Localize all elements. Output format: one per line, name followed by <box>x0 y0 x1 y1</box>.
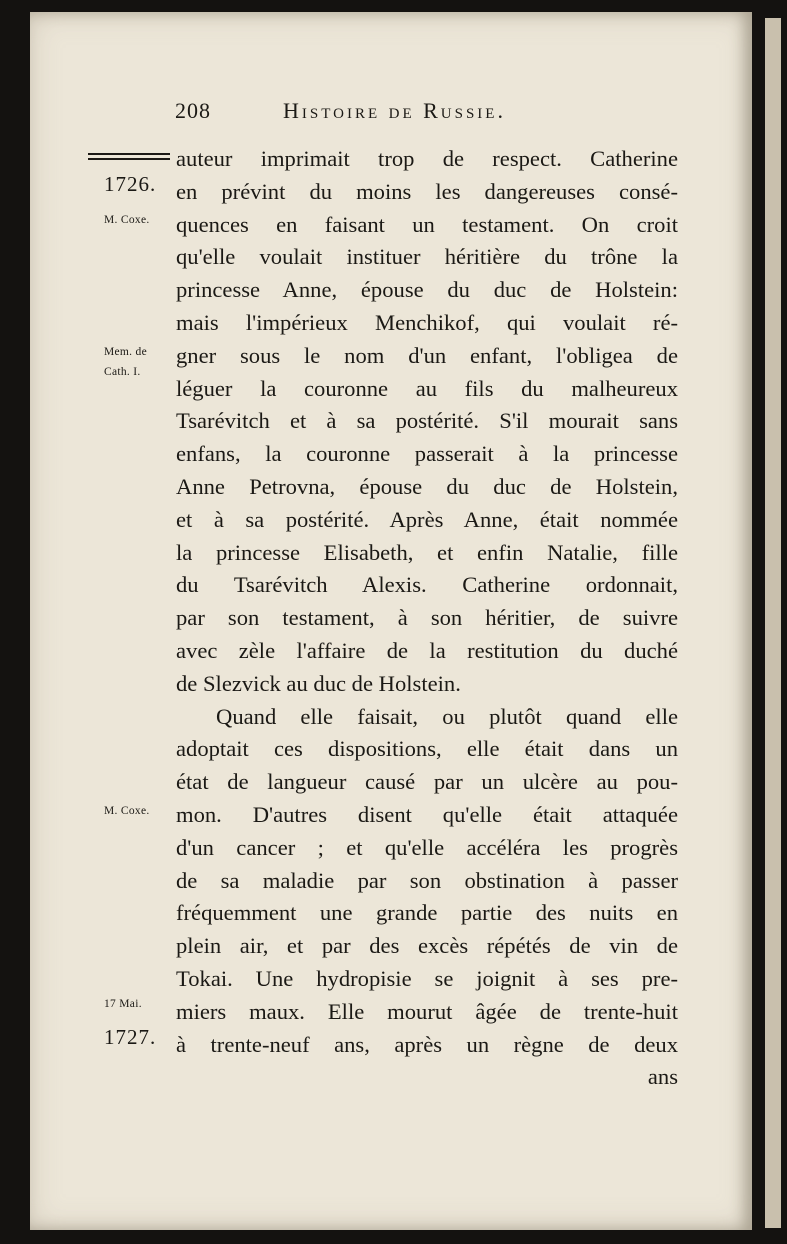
text-line: d'un cancer ; et qu'elle accéléra les progrès <box>176 834 678 860</box>
text-line: mais l'impérieux Menchikof, qui voulait ré- <box>176 309 678 335</box>
text-line: avec zèle l'affaire de la restitution du duché <box>176 637 678 663</box>
margin-note-coxe: M. Coxe. <box>104 214 150 226</box>
text-line: fréquemment une grande partie des nuits en <box>176 900 678 926</box>
text-line: plein air, et par des excès répétés de vin de <box>176 933 678 959</box>
text-line: du Tsarévitch Alexis. Catherine ordonnait, <box>176 572 678 598</box>
text-line: Tsarévitch et à sa postérité. S'il mourait sans <box>176 408 678 434</box>
margin-note-coxe-2: M. Coxe. <box>104 805 150 817</box>
margin-note-cath: Cath. I. <box>104 366 141 378</box>
top-rule-second <box>88 158 170 160</box>
running-title: Histoire de Russie. <box>283 98 506 123</box>
text-line: léguer la couronne au fils du malheureux <box>176 375 678 401</box>
text-line: à trente-neuf ans, après un règne de deux <box>176 1031 678 1057</box>
text-line: en prévint du moins les dangereuses consé- <box>176 178 678 204</box>
text-line: Tokai. Une hydropisie se joignit à ses pre- <box>176 965 678 991</box>
text-line: Quand elle faisait, ou plutôt quand elle <box>216 703 678 729</box>
text-line: la princesse Elisabeth, et enfin Natalie, fille <box>176 539 678 565</box>
adjacent-page-edge <box>765 18 781 1228</box>
text-line: et à sa postérité. Après Anne, était nommée <box>176 506 678 532</box>
text-line: Anne Petrovna, épouse du duc de Holstein, <box>176 473 678 499</box>
margin-note-date: 17 Mai. <box>104 998 142 1010</box>
margin-year-1727: 1727. <box>104 1025 157 1049</box>
catchword: ans <box>647 1064 678 1090</box>
text-line: princesse Anne, épouse du duc de Holstein: <box>176 277 678 303</box>
text-line: mon. D'autres disent qu'elle était attaquée <box>176 801 678 827</box>
text-line: de Slezvick au duc de Holstein. <box>176 670 461 696</box>
text-line: auteur imprimait trop de respect. Catherine <box>176 146 678 171</box>
margin-note-mem: Mem. de <box>104 346 147 358</box>
text-line: adoptait ces dispositions, elle était dans un <box>176 736 678 762</box>
top-rule <box>88 153 170 155</box>
text-line: état de langueur causé par un ulcère au pou- <box>176 769 678 795</box>
body-text <box>176 143 678 1094</box>
text-line: qu'elle voulait instituer héritière du trône la <box>176 244 678 270</box>
page-number: 208 <box>175 98 211 123</box>
text-line: quences en faisant un testament. On croit <box>176 211 678 237</box>
text-line: enfans, la couronne passerait à la princesse <box>176 441 678 467</box>
text-line: gner sous le nom d'un enfant, l'obligea de <box>176 342 678 368</box>
text-line: de sa maladie par son obstination à passer <box>176 867 678 893</box>
text-line: miers maux. Elle mourut âgée de trente-huit <box>176 998 678 1024</box>
margin-year-1726: 1726. <box>104 172 157 196</box>
page-header <box>175 98 675 128</box>
text-line: par son testament, à son héritier, de suivre <box>176 605 678 631</box>
